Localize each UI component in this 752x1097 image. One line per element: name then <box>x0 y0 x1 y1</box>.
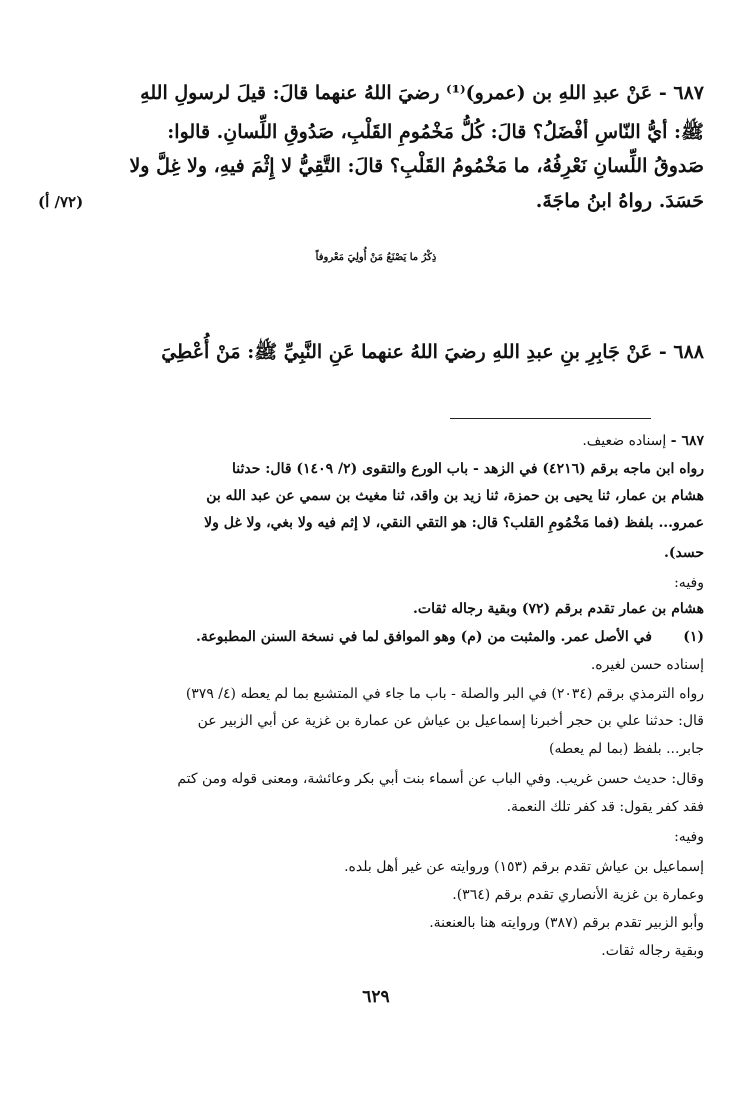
note-1-marker: (١) <box>683 629 704 645</box>
footnote-688-line-8: وعمارة بن غزية الأنصاري تقدم برقم (٣٦٤). <box>452 887 704 903</box>
hadith-688-text: عَنْ جَابِرِ بنِ عبدِ اللهِ رضيَ اللهُ عنهما عَنِ النَّبِيِّ ﷺ: مَنْ أُعْطِيَ <box>161 341 653 363</box>
footnote-687-line-4: حسد). <box>664 545 704 561</box>
footnote-688-line-10: وبقية رجاله ثقات. <box>601 943 704 959</box>
hadith-687-line-3: صَدوقُ اللِّسانِ نَعْرِفُهُ، ما مَخْمُومُ القَلْبِ؟ قالَ: التَّقِيُّ لا إِثْمَ فيهِ، ولا غِلَّ ولا <box>129 155 704 177</box>
footnote-687-grade: إسناده ضعيف. <box>582 433 667 449</box>
hadith-687-text: عَنْ عبدِ اللهِ بن (عمرو)⁽¹⁾ رضيَ اللهُ عنهما قالَ: قيلَ لرسولِ اللهِ <box>140 82 653 104</box>
hadith-687-line-1 <box>140 82 704 104</box>
footnote-687-heading <box>582 433 704 449</box>
footnote-688-line-4: وقال: حديث حسن غريب. وفي الباب عن أسماء بنت أبي بكر وعائشة، ومعنى قوله ومن كتم <box>177 771 704 787</box>
footnote-688-line-7: إسماعيل بن عياش تقدم برقم (١٥٣) وروايته عن غير أهل بلده. <box>344 859 704 875</box>
footnote-687-line-6: هشام بن عمار تقدم برقم (٧٢) وبقية رجاله ثقات. <box>413 601 704 617</box>
footnote-688-line-1: رواه الترمذي برقم (٢٠٣٤) في البر والصلة - باب ما جاء في المتشبع بما لم يعطه (٤/ ٣٧٩) <box>185 686 704 702</box>
footnote-687-line-1: رواه ابن ماجه برقم (٤٢١٦) في الزهد - باب الورع والتقوى (٢/ ١٤٠٩) قال: حدثنا <box>231 461 704 477</box>
hadith-688-number: ٦٨٨ - <box>658 341 704 363</box>
footnote-688-line-6: وفيه: <box>674 829 704 845</box>
footnote-separator <box>450 418 651 419</box>
footnote-687-line-5: وفيه: <box>674 575 704 591</box>
hadith-687-line-4: حَسَدَ. رواهُ ابنُ ماجَةَ. <box>535 190 704 212</box>
section-heading: ذِكْرُ ما يَصْنَعُ مَنْ أُولِيَ مَعْروفاً <box>315 252 437 263</box>
footnote-688-line-3: جابر... بلفظ (بما لم يعطه) <box>549 741 704 757</box>
footnote-687-line-3: عمرو... بلفظ (فما مَخْمُومِ القلب؟ قال: هو التقي النقي، لا إثم فيه ولا بغي، ولا غل ولا <box>204 515 704 531</box>
footnote-688-grade: إسناده حسن لغيره. <box>590 657 704 673</box>
footnote-687-label: ٦٨٧ - <box>670 433 704 449</box>
hadith-688-line-1 <box>161 340 704 368</box>
page-number: ٦٢٩ <box>362 987 390 1007</box>
footnote-688-line-5: فقد كفر يقول: قد كفر تلك النعمة. <box>506 799 704 815</box>
footnote-688-line-9: وأبو الزبير تقدم برقم (٣٨٧) وروايته هنا بالعنعنة. <box>429 915 704 931</box>
note-1-text: في الأصل عمر. والمثبت من (م) وهو الموافق لما في نسخة السنن المطبوعة. <box>195 629 652 645</box>
folio-reference: (٧٢/ أ) <box>38 193 84 211</box>
footnote-687-line-2: هشام بن عمار، ثنا يحيى بن حمزة، ثنا زيد بن واقد، ثنا مغيث بن سمي عن عبد الله بن <box>206 488 704 504</box>
footnote-688-line-2: قال: حدثنا علي بن حجر أخبرنا إسماعيل بن عياش عن عمارة بن غزية عن أبي الزبير عن <box>197 713 704 729</box>
hadith-687-line-2: ﷺ: أيُّ النّاسِ أفْضَلُ؟ قالَ: كُلُّ مَخْمُومِ القَلْبِ، صَدُوقِ اللِّسانِ. قالوا: <box>167 121 704 143</box>
hadith-687-number: ٦٨٧ - <box>658 82 704 104</box>
